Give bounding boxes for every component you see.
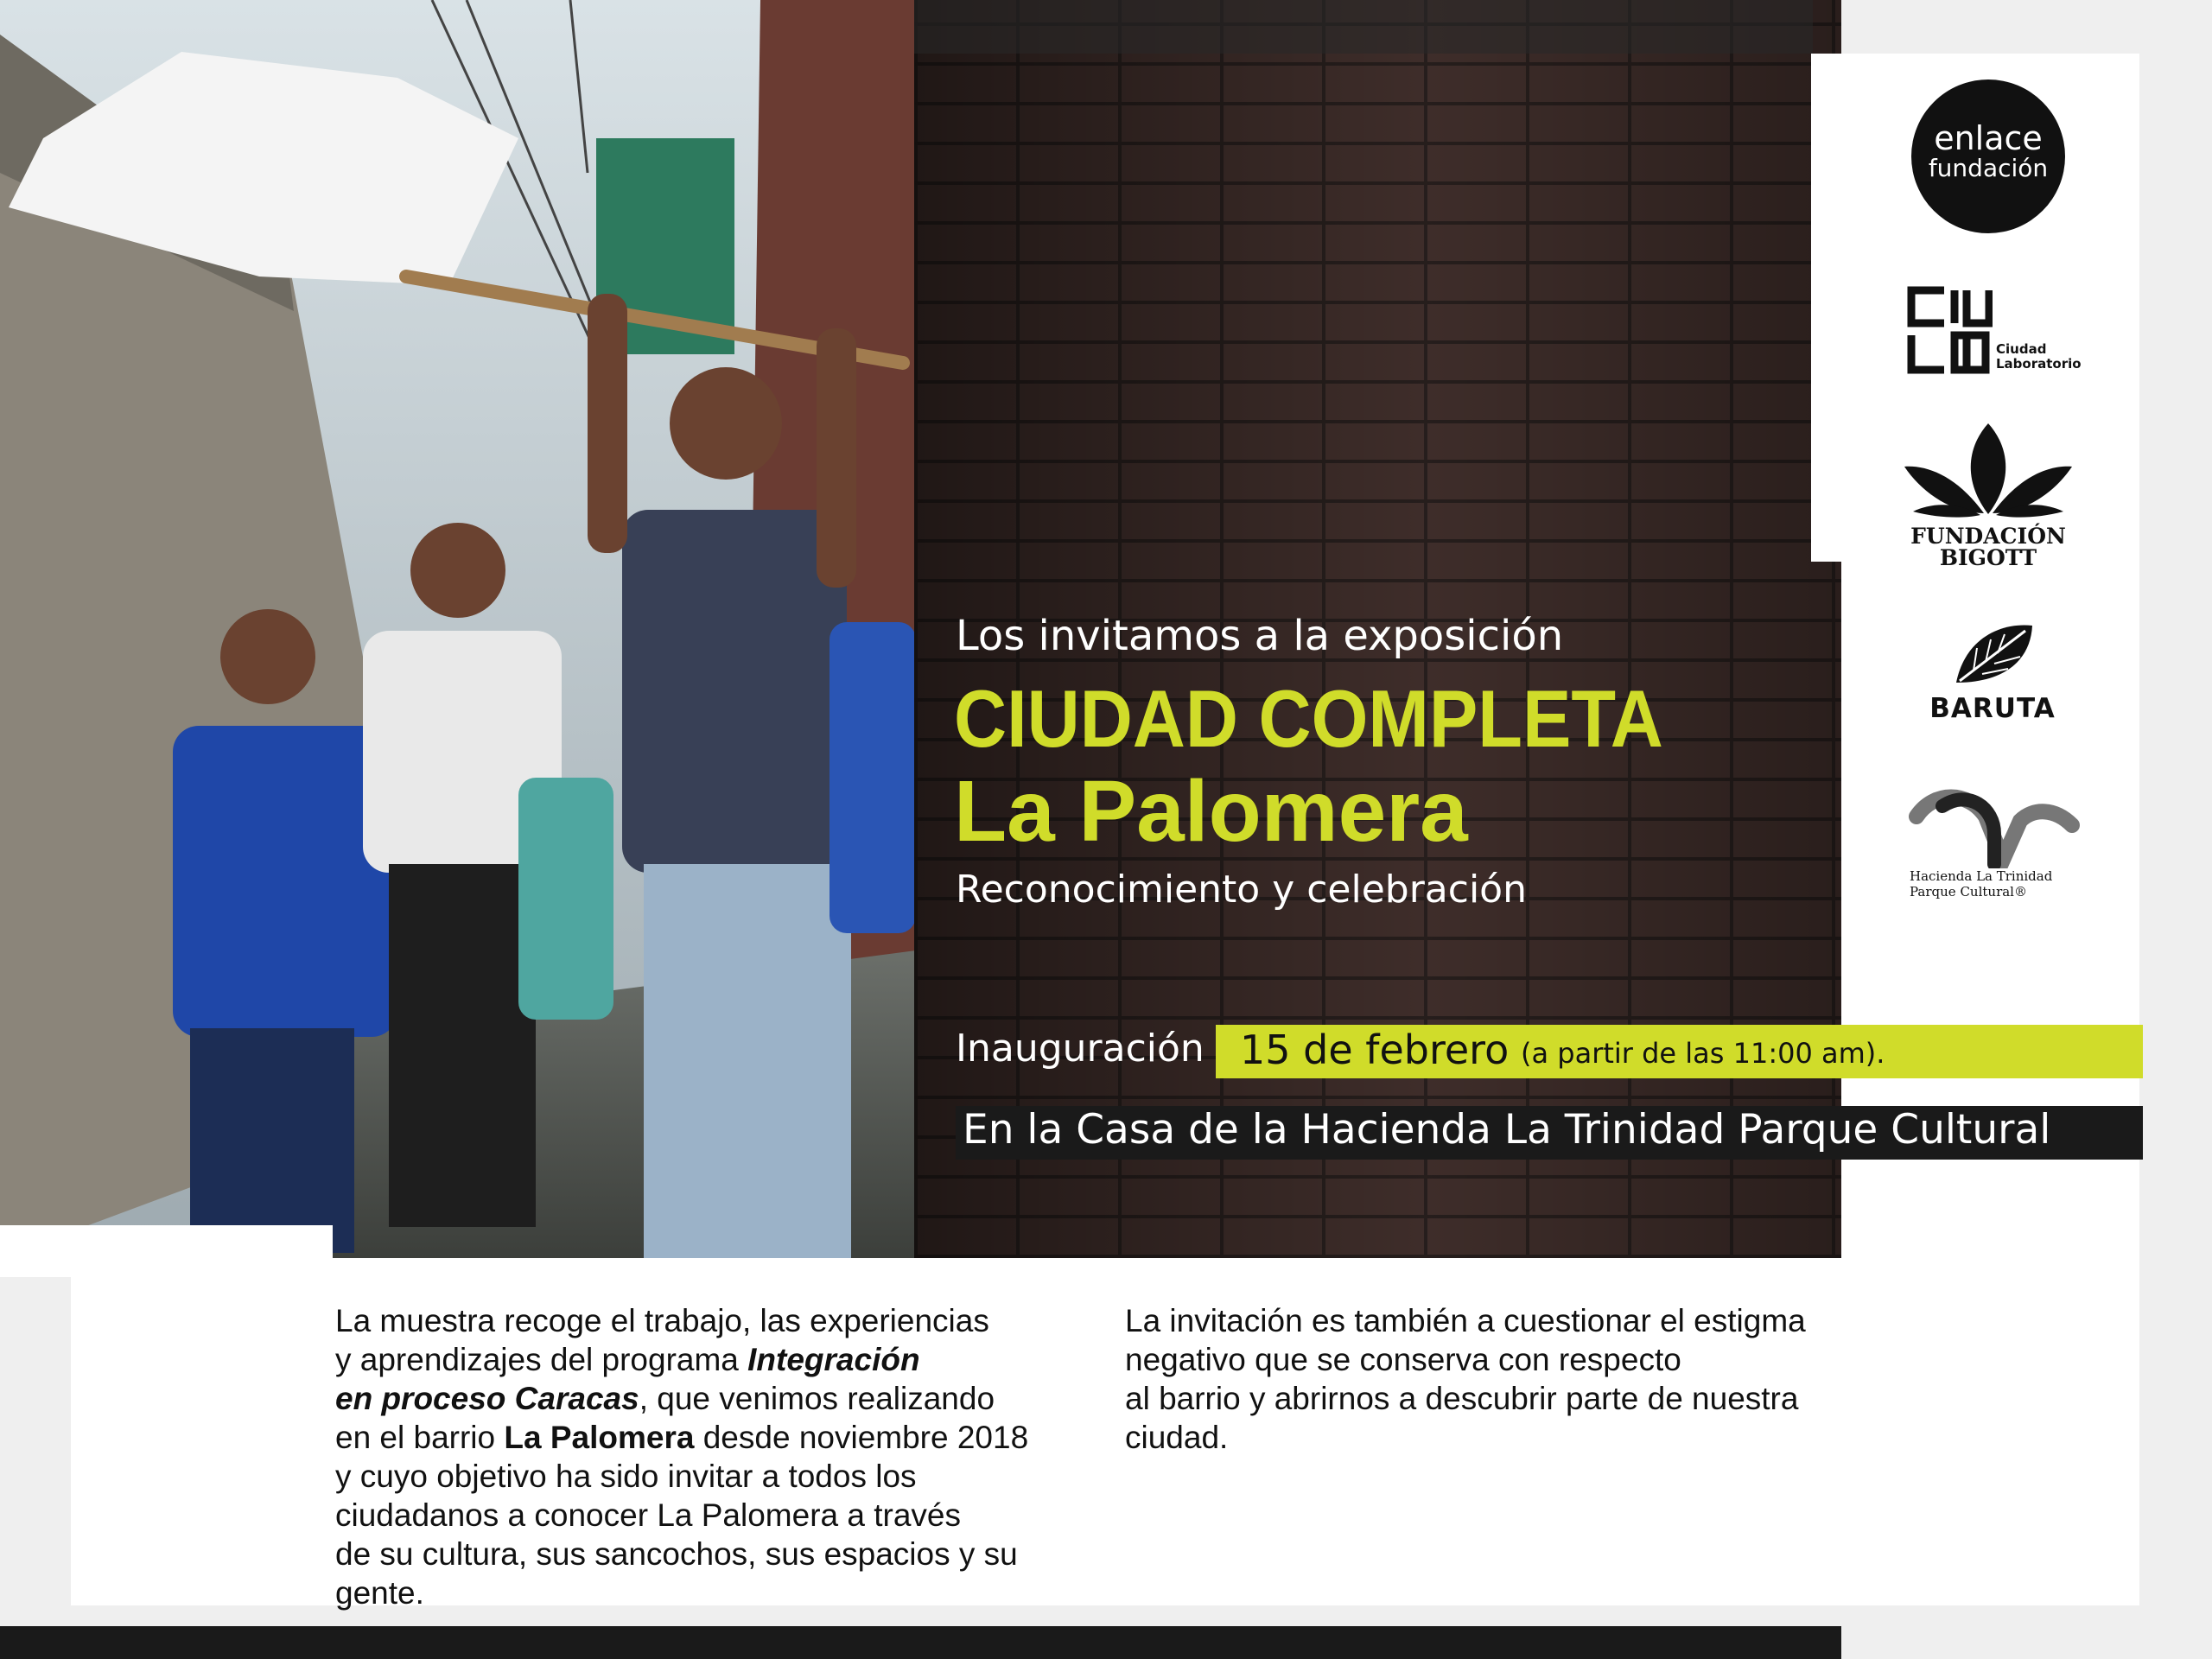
bottom-dark-strip [0,1626,1841,1659]
children-photo [0,0,916,1258]
program-name-part1: Integración [747,1342,920,1377]
baruta-text: BARUTA [1929,693,2056,724]
exhibition-tagline: Reconocimiento y celebración [956,868,1527,912]
exhibition-title: CIUDAD COMPLETA [954,673,1663,764]
ciudad-laboratorio-mark-icon [1906,285,1993,375]
enlace-logo-word: enlace [1934,119,2043,157]
exhibition-subtitle-place: La Palomera [954,763,1468,860]
description-left-line: y aprendizajes del programa [335,1342,748,1377]
description-right-line: La invitación es también a cuestionar el estigma [1125,1303,1806,1338]
description-left-line: ciudadanos a conocer La Palomera a través [335,1497,961,1533]
event-date: 15 de febrero [1240,1027,1510,1073]
program-name-part2: en proceso Caracas [335,1381,639,1416]
description-right-line: al barrio y abrirnos a descubrir parte de nuestra [1125,1381,1799,1416]
hacienda-text-line1: Hacienda La Trinidad [1910,868,2053,884]
hacienda-text-line2: Parque Cultural® [1910,884,2027,899]
photo-corner-cutout [0,1225,333,1277]
description-left-line: La muestra recoge el trabajo, las experiencias [335,1303,989,1338]
neighborhood-name: La Palomera [504,1420,695,1455]
bigott-text-line1: FUNDACIÓN [1910,524,2066,549]
description-left-line: desde noviembre 2018 [694,1420,1029,1455]
fundacion-bigott-logo [1897,423,2079,570]
hacienda-mark-icon [1908,782,2081,868]
enlace-fundacion-logo [1911,79,2065,233]
description-left-line: , que venimos realizando [639,1381,995,1416]
description-left [335,1301,1113,1612]
description-left-line: y cuyo objetivo ha sido invitar a todos los [335,1459,917,1494]
event-time: (a partir de las 11:00 am). [1521,1037,1885,1070]
ciudad-laboratorio-text [1996,342,2082,372]
bigott-text-line2: BIGOTT [1939,545,2037,570]
baruta-logo [1897,622,2088,726]
invitation-intro: Los invitamos a la exposición [956,612,1564,660]
description-right [1125,1301,1868,1457]
description-left-line: de su cultura, sus sancochos, sus espacios y su gente. [335,1536,1018,1611]
ciudad-text: Ciudad [1996,341,2047,357]
enlace-logo-subword: fundación [1928,154,2049,182]
description-right-line: ciudad. [1125,1420,1229,1455]
hacienda-text [1910,868,2052,899]
inauguration-label: Inauguración [956,1027,1205,1071]
baruta-leaf-icon [1948,622,2037,690]
event-venue: En la Casa de la Hacienda La Trinidad Parque Cultural [963,1106,2051,1154]
ciudad-laboratorio-logo [1906,285,2096,380]
description-right-line: negativo que se conserva con respecto [1125,1342,1681,1377]
laboratorio-text: Laboratorio [1996,356,2082,372]
bigott-leaf-icon [1904,423,2072,518]
bigott-text [1897,525,2079,569]
hacienda-la-trinidad-logo [1897,782,2096,912]
brick-top-shade [914,0,1813,54]
description-left-line: en el barrio [335,1420,505,1455]
